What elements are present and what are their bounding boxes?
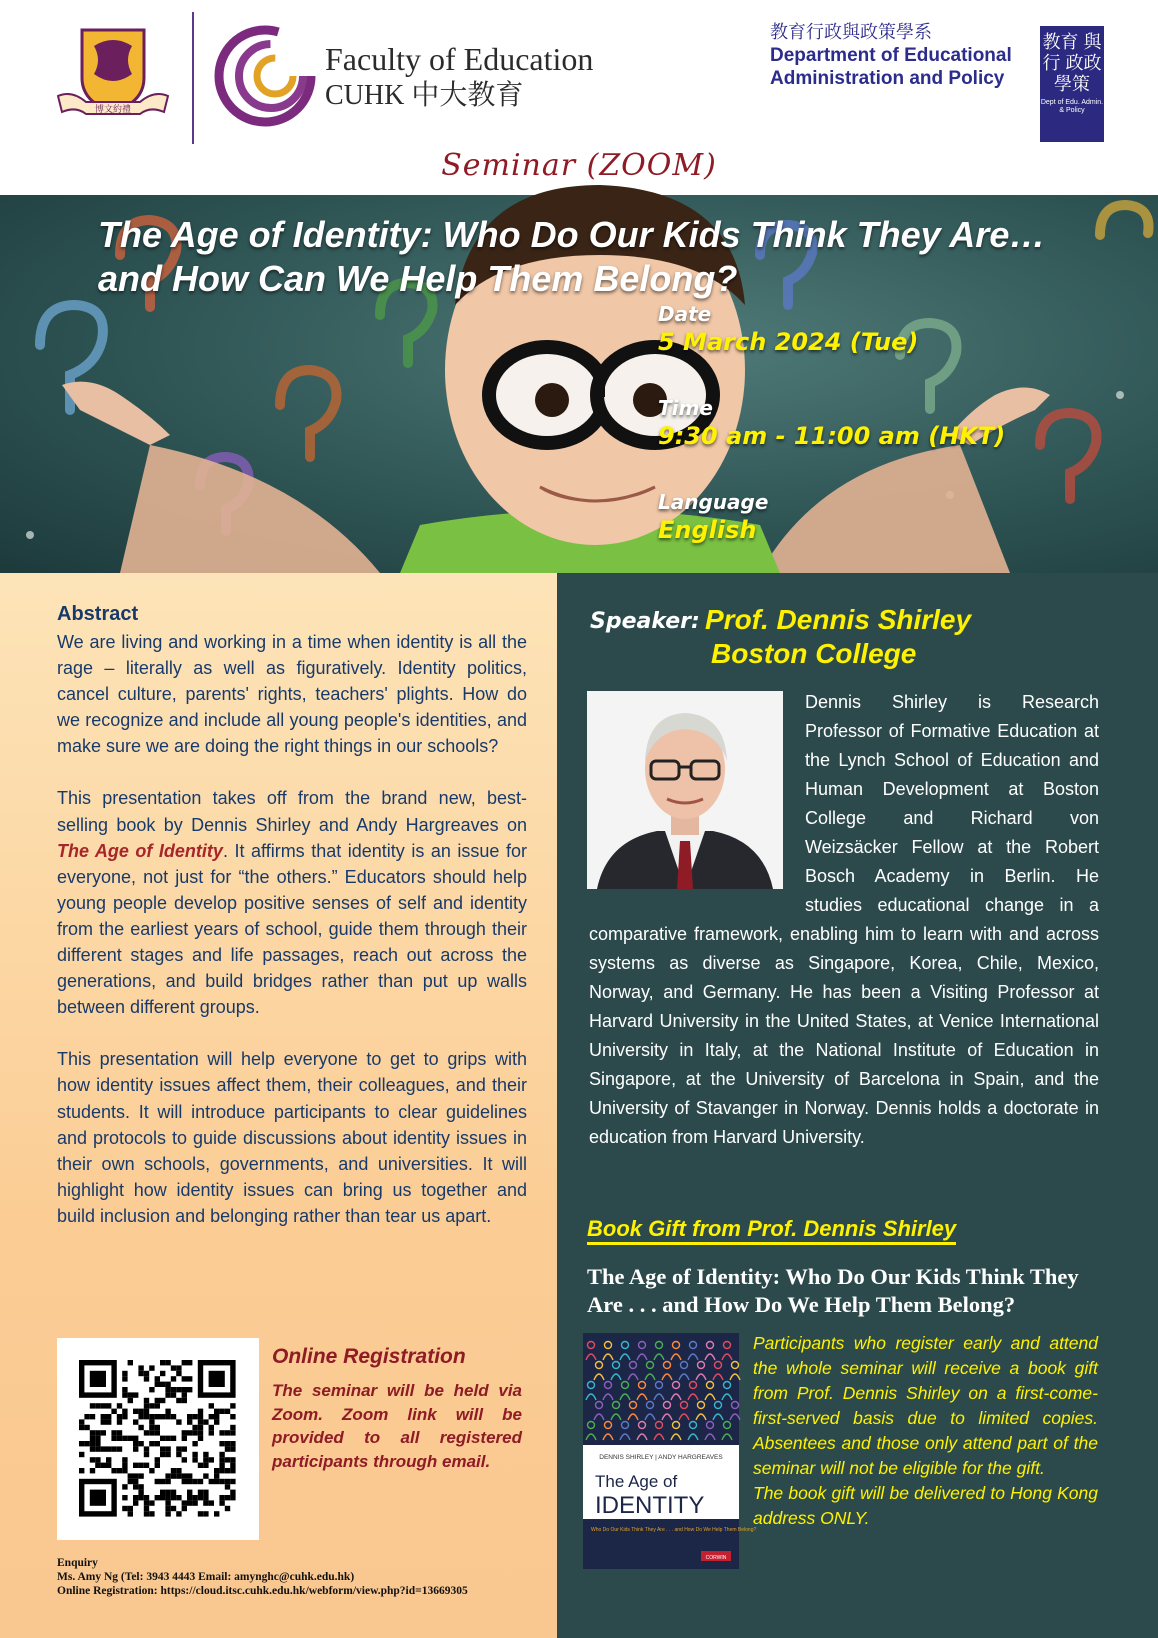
department-logo-en: Dept of Edu. Admin. & Policy xyxy=(1040,99,1104,114)
page-header xyxy=(0,0,1158,195)
enquiry-block xyxy=(57,1556,468,1598)
gift-body xyxy=(753,1331,1098,1531)
department-name-en-1: Department of Educational xyxy=(770,45,1012,66)
gift-heading: Book Gift from Prof. Dennis Shirley xyxy=(587,1216,956,1245)
registration-heading: Online Registration xyxy=(272,1345,466,1368)
speaker-panel xyxy=(557,573,1158,1638)
cover-title-1: The Age of xyxy=(595,1472,678,1491)
abstract-paragraph-1: We are living and working in a time when identity is all the rage – literally as well as figuratively. Identity politics, cancel culture, parents' rights, teachers' plights. How do we recognize and include all young people's identities, and make sure we are doing the right things in our schools? xyxy=(57,632,527,757)
qr-code-icon xyxy=(57,1338,259,1540)
language-block xyxy=(658,489,768,545)
language-label: Language xyxy=(658,490,769,514)
registration-qr-code[interactable] xyxy=(57,1338,259,1540)
header-divider xyxy=(192,12,194,144)
abstract-body xyxy=(57,629,527,1255)
date-label: Date xyxy=(658,302,712,326)
crest-motto: 博文約禮 xyxy=(94,105,132,115)
event-banner xyxy=(0,195,1158,573)
faculty-name-block xyxy=(325,40,593,114)
seminar-title: Seminar (ZOOM) xyxy=(441,148,717,183)
registration-body: The seminar will be held via Zoom. Zoom link will be provided to all registered participants through email. xyxy=(272,1381,522,1471)
time-block xyxy=(658,395,1005,451)
gift-body-2: The book gift will be delivered to Hong Kong address ONLY. xyxy=(753,1483,1098,1528)
cover-title-2: IDENTITY xyxy=(595,1492,705,1519)
gift-body-1: Participants who register early and attend the whole seminar will receive a book gift from Prof. Dennis Shirley on a first-come-first-served basis due to limited copies. Absentees and those only attend part of the seminar will not be eligible for the gift. xyxy=(753,1333,1098,1478)
abstract-panel xyxy=(0,573,557,1638)
date-value: 5 March 2024 (Tue) xyxy=(658,328,919,356)
book-cover xyxy=(583,1333,757,1569)
gift-book-title: The Age of Identity: Who Do Our Kids Think They Are . . . and How Do We Help Them Belong? xyxy=(587,1264,1079,1317)
event-title: The Age of Identity: Who Do Our Kids Think They Are…and How Can We Help Them Belong? xyxy=(98,214,1046,299)
cover-subtitle: Who Do Our Kids Think They Are . . . and How Do We Help Them Belong? xyxy=(591,1527,757,1533)
speaker-label: Speaker: xyxy=(590,609,700,634)
department-logo-zh: 教育 與行 政政 學策 xyxy=(1042,32,1102,94)
time-label: Time xyxy=(658,396,713,420)
enquiry-heading: Enquiry xyxy=(57,1557,98,1569)
department-name-en-2: Administration and Policy xyxy=(770,68,1005,89)
faculty-logo-icon xyxy=(215,24,315,128)
cover-publisher: CORWIN xyxy=(705,1555,727,1561)
speaker-bio: Dennis Shirley is Research Professor of Formative Education at the Lynch School of Education and Human Development at Boston College and Richard von Weizsäcker Fellow at the Robert Bosch Academy in Berlin. He studies educational change in a comparative framework, enabling him to learn with and across systems as diverse as Singapore, Korea, Chile, Mexico, Norway, and Germany. He has been a Visiting Professor at Harvard University in the United States, at Venice International University in Italy, at the National Institute of Education in Singapore, at the University of Barcelona in Spain, and the University of Stavanger in Norway. Dennis holds a doctorate in education from Harvard University. xyxy=(589,692,1099,1147)
enquiry-registration-link[interactable]: Online Registration: https://cloud.itsc.cuhk.edu.hk/webform/view.php?id=13669305 xyxy=(57,1585,468,1597)
abstract-paragraph-3: This presentation will help everyone to get to grips with how identity issues affect them, their colleagues, and their students. It will introduce participants to clear guidelines and protocols to guide discussions about identity issues in their own schools, governments, and universities. It will highlight how identity issues can bring us together and build inclusion and belonging rather than tear us apart. xyxy=(57,1049,527,1226)
department-logo xyxy=(1040,26,1104,142)
cuhk-crest-icon xyxy=(52,26,174,122)
time-value: 9:30 am - 11:00 am (HKT) xyxy=(658,422,1006,450)
language-value: English xyxy=(658,516,757,544)
cover-authors: DENNIS SHIRLEY | ANDY HARGREAVES xyxy=(599,1454,723,1461)
faculty-sub: CUHK 中大教育 xyxy=(325,80,524,111)
date-block xyxy=(658,301,918,357)
speaker-bio-block xyxy=(589,688,1099,1152)
photo-spacer xyxy=(589,688,805,893)
enquiry-contact[interactable]: Ms. Amy Ng (Tel: 3943 4443 Email: amynghc@cuhk.edu.hk) xyxy=(57,1571,355,1583)
abstract-heading: Abstract xyxy=(57,603,139,625)
book-cover-illustration xyxy=(583,1333,757,1569)
abstract-paragraph-2-start: This presentation takes off from the brand new, best-selling book by Dennis Shirley and Andy Hargreaves on xyxy=(57,788,527,835)
department-block xyxy=(770,20,1040,90)
speaker-name: Prof. Dennis Shirley xyxy=(705,604,972,635)
faculty-name: Faculty of Education xyxy=(325,41,594,77)
department-name-zh: 教育行政與政策學系 xyxy=(770,22,932,42)
abstract-paragraph-2-end: . It affirms that identity is an issue for everyone, not just for “the others.” Educators should help young people develop positive senses of self and identity from the earliest years of school, guide them through their different stages and life passages, reach out across the generations, and build bridges rather than put up walls between different groups. xyxy=(57,840,527,1018)
speaker-institution: Boston College xyxy=(711,638,917,669)
book-title-inline: The Age of Identity xyxy=(57,840,223,861)
abstract-paragraph-2 xyxy=(57,785,527,1020)
